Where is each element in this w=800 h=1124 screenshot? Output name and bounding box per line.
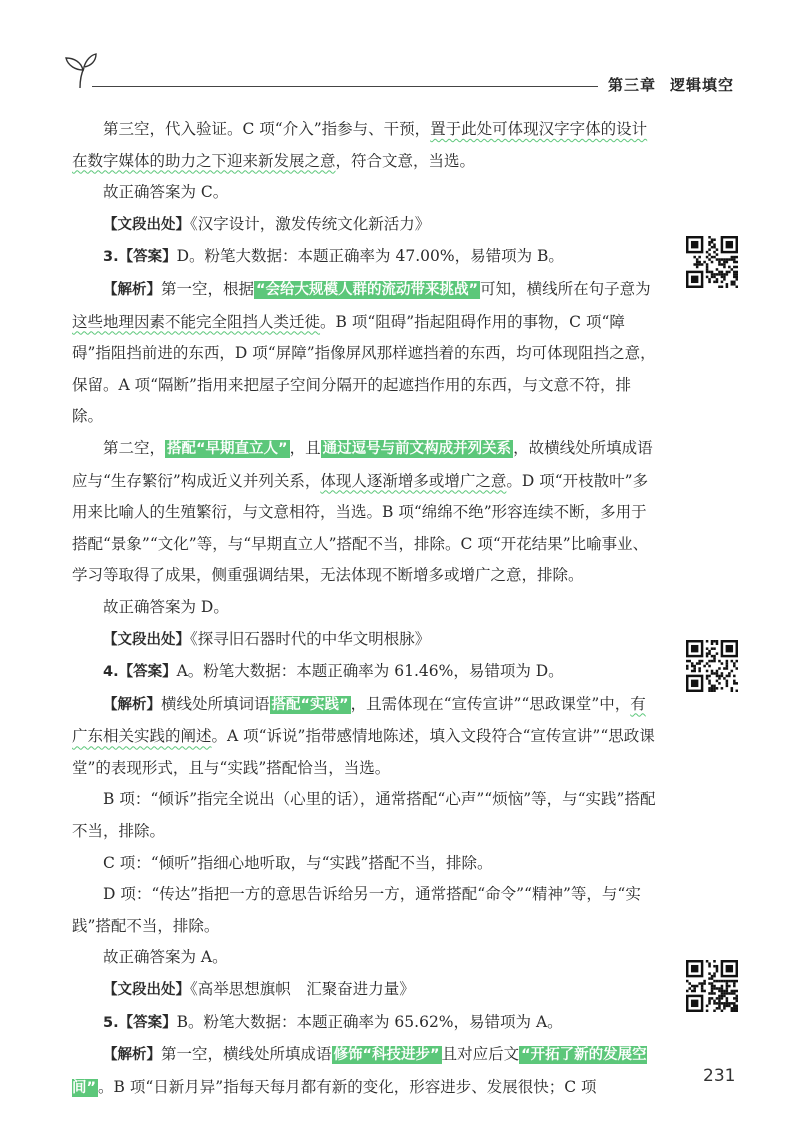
paragraph	[72, 1007, 660, 1040]
text-run: ，且需体现在“宣传宣讲”“思政课堂”中，	[350, 694, 631, 713]
paragraph	[72, 1039, 660, 1104]
text-run: 。D 项“开枝散叶”多用来比喻人的生殖繁衍，与文意相符，当选。B 项“绵绵不绝”形容连续不断，多用于搭配“景象”“文化”等，与“早期直立人”搭配不当，排除。C 项“开花结果”比喻事业、学习等取得了成果，侧重强调结果，无法体现不断增多或增广之意，排除。	[72, 471, 649, 585]
paragraph	[72, 624, 660, 657]
highlighted-phrase: 搭配“实践”	[271, 696, 349, 713]
text-run: 第二空，	[103, 438, 166, 457]
text-run: C 项：“倾听”指细心地听取，与“实践”搭配不当，排除。	[103, 853, 493, 872]
highlighted-phrase: “会给大规模人群的流动带来挑战”	[256, 281, 479, 298]
highlighted-phrase: “开拓了新的发展空间”	[72, 1047, 647, 1096]
highlighted-phrase: 搭配“早期直立人”	[167, 440, 288, 457]
text-run: D 项：“传达”指把一方的意思告诉给另一方，通常搭配“命令”“精神”等，与“实践”搭配不当，排除。	[72, 885, 641, 935]
text-run: D。粉笔大数据：本题正确率为 47.00%，易错项为 B。	[176, 247, 564, 266]
paragraph	[72, 209, 660, 242]
text-run: 第三空，代入验证。C 项“介入”指参与、干预，	[103, 120, 431, 138]
text-run: 故正确答案为 C。	[103, 183, 229, 202]
section-label: 【解析】	[103, 696, 161, 713]
paragraph	[72, 433, 660, 592]
text-run: 。B 项“日新月异”指每天每月都有新的变化，形容进步、发展很快；C 项	[98, 1077, 597, 1096]
section-label: 【解析】	[103, 1047, 161, 1064]
wavy-underlined-phrase: 体现人逐渐增多或增广之意	[320, 471, 507, 490]
text-run: 可知，横线所在句子意为	[480, 279, 651, 298]
highlighted-phrase: 通过逗号与前文构成并列关系	[322, 440, 512, 457]
section-label: 5.【答案】	[103, 1014, 177, 1031]
text-run: 《汉字设计，激发传统文化新活力》	[190, 214, 431, 233]
text-run: 第一空，根据	[161, 279, 255, 298]
text-run: 。A 项“诉说”指带感情地陈述，填入文段符合“宣传宣讲”“思政课堂”的表现形式，且与“实践”搭配恰当，当选。	[72, 727, 655, 777]
section-label: 3.【答案】	[103, 249, 177, 266]
section-label: 4.【答案】	[103, 664, 177, 681]
page-header	[0, 0, 800, 110]
chapter-title: 逻辑填空	[670, 76, 735, 94]
paragraph	[72, 689, 660, 785]
text-run: 第一空，横线处所填成语	[161, 1045, 332, 1064]
chapter-number: 第三章	[608, 76, 657, 94]
leaf-sprout-icon	[62, 50, 98, 90]
paragraph	[72, 177, 660, 209]
header-rule	[92, 86, 598, 87]
paragraph	[72, 241, 660, 274]
text-run: 《探寻旧石器时代的中华文明根脉》	[190, 629, 431, 648]
paragraph	[72, 114, 660, 177]
text-run: 。B 项“阻碍”指起阻碍作用的事物，C 项“障碍”指阻挡前进的东西，D 项“屏障”指像屏风那样遮挡着的东西，均可体现阻挡之意，保留。A 项“隔断”指用来把屋子空间分隔开的起遮挡作用的东西，与文意不符，排除。	[72, 312, 656, 426]
section-label: 【文段出处】	[103, 631, 190, 648]
page-number: 231	[703, 1066, 736, 1086]
text-run: 横线处所填词语	[161, 694, 270, 713]
text-run: 《高举思想旗帜 汇聚奋进力量》	[190, 980, 415, 999]
text-run: 故正确答案为 D。	[103, 597, 229, 616]
paragraph	[72, 656, 660, 689]
section-label: 【文段出处】	[103, 982, 190, 999]
chapter-heading	[608, 74, 734, 95]
paragraph	[72, 879, 660, 942]
text-run: A。粉笔大数据：本题正确率为 61.46%，易错项为 D。	[176, 662, 564, 681]
text-run: B。粉笔大数据：本题正确率为 65.62%，易错项为 A。	[176, 1012, 563, 1031]
wavy-underlined-phrase: 有广东相关实践的阐述	[72, 694, 646, 746]
paragraph	[72, 592, 660, 624]
text-run: ，符合文意，当选。	[335, 151, 476, 170]
text-run: ，且	[289, 438, 321, 457]
section-label: 【文段出处】	[103, 216, 190, 233]
text-run: 故正确答案为 A。	[103, 948, 228, 967]
section-label: 【解析】	[103, 281, 161, 298]
qr-code-icon[interactable]	[686, 960, 738, 1012]
page-body	[72, 114, 660, 1104]
highlighted-phrase: 修饰“科技进步”	[333, 1047, 440, 1064]
paragraph	[72, 848, 660, 880]
paragraph	[72, 274, 660, 433]
wavy-underlined-phrase: 置于此处可体现汉字字体的设计在数字媒体的助力之下迎来新发展之意	[72, 120, 648, 170]
paragraph	[72, 942, 660, 974]
text-run: ，故横线处所填成语应与“生存繁衍”构成近义并列关系，	[72, 438, 653, 490]
qr-code-icon[interactable]	[686, 236, 738, 288]
paragraph	[72, 784, 660, 847]
text-run: 且对应后文	[441, 1045, 520, 1064]
text-run: B 项：“倾诉”指完全说出（心里的话），通常搭配“心声”“烦恼”等，与“实践”搭配不当，排除。	[72, 790, 656, 841]
qr-code-icon[interactable]	[686, 640, 738, 692]
paragraph	[72, 974, 660, 1007]
wavy-underlined-phrase: 这些地理因素不能完全阻挡人类迁徙	[72, 312, 321, 331]
